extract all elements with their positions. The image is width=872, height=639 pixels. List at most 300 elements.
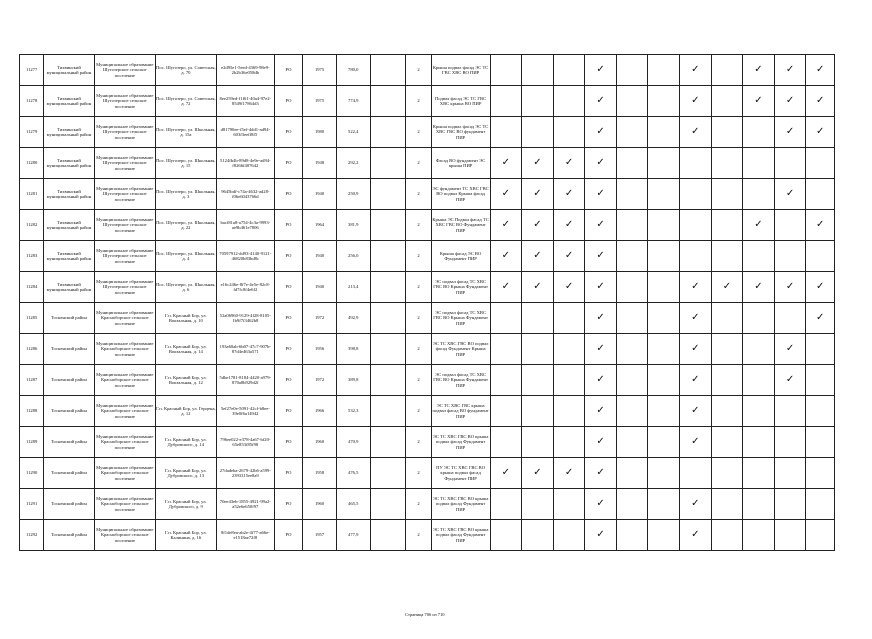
kind-cell: РО bbox=[274, 272, 302, 303]
kind-cell: РО bbox=[274, 489, 302, 520]
empty-check-cell bbox=[711, 303, 743, 334]
empty-check-cell bbox=[680, 458, 712, 489]
guid-cell: 5124fb4b-89d8-4e9e-ad94-f8266f407642 bbox=[216, 148, 274, 179]
year-cell: 1972 bbox=[303, 365, 337, 396]
empty-check-cell bbox=[648, 272, 680, 303]
guid-cell: 8f1de8ea-ab2e-4f77-a66e-e1518ae72f8 bbox=[216, 520, 274, 551]
empty-check-cell bbox=[711, 117, 743, 148]
empty-check-cell bbox=[648, 365, 680, 396]
area-cell: 470,9 bbox=[336, 427, 370, 458]
table-row bbox=[20, 334, 835, 365]
district-cell: Тихвинский муниципальный район bbox=[44, 241, 95, 272]
empty-check-cell bbox=[774, 520, 806, 551]
settlement-cell: Муниципальное образование Красноборское сельское поселение bbox=[94, 489, 155, 520]
empty-check-cell bbox=[616, 241, 648, 272]
empty-cell bbox=[370, 489, 406, 520]
kind-cell: РО bbox=[274, 396, 302, 427]
empty-check-cell bbox=[553, 396, 585, 427]
floors-cell: 2 bbox=[406, 272, 431, 303]
empty-check-cell bbox=[648, 148, 680, 179]
empty-check-cell bbox=[490, 520, 522, 551]
settlement-cell: Муниципальное образование Красноборское сельское поселение bbox=[94, 427, 155, 458]
floors-cell: 2 bbox=[406, 396, 431, 427]
district-cell: Тихвинский муниципальный район bbox=[44, 86, 95, 117]
empty-check-cell bbox=[490, 365, 522, 396]
table-row bbox=[20, 241, 835, 272]
checkmark-icon: ✓ bbox=[774, 272, 806, 303]
empty-check-cell bbox=[648, 210, 680, 241]
empty-cell bbox=[370, 396, 406, 427]
works-cell: Подвал фасад ЭС ТС ГВС ХВС крыша ВО ПИР bbox=[431, 86, 490, 117]
empty-check-cell bbox=[616, 334, 648, 365]
row-number: 11292 bbox=[20, 520, 44, 551]
checkmark-icon: ✓ bbox=[490, 148, 522, 179]
district-cell: Тихвинский муниципальный район bbox=[44, 117, 95, 148]
row-number: 11286 bbox=[20, 334, 44, 365]
empty-cell bbox=[370, 272, 406, 303]
kind-cell: РО bbox=[274, 334, 302, 365]
checkmark-icon: ✓ bbox=[490, 241, 522, 272]
empty-check-cell bbox=[774, 210, 806, 241]
checkmark-icon: ✓ bbox=[490, 179, 522, 210]
empty-check-cell bbox=[648, 179, 680, 210]
row-number: 11284 bbox=[20, 272, 44, 303]
empty-check-cell bbox=[490, 55, 522, 86]
district-cell: Тосненский район bbox=[44, 427, 95, 458]
district-cell: Тосненский район bbox=[44, 520, 95, 551]
checkmark-icon: ✓ bbox=[585, 55, 617, 86]
checkmark-icon: ✓ bbox=[553, 272, 585, 303]
settlement-cell: Муниципальное образование Шугозерское сельское поселение bbox=[94, 210, 155, 241]
area-cell: 477,9 bbox=[336, 520, 370, 551]
settlement-cell: Муниципальное образование Шугозерское сельское поселение bbox=[94, 117, 155, 148]
checkmark-icon: ✓ bbox=[806, 86, 835, 117]
year-cell: 1940 bbox=[303, 241, 337, 272]
settlement-cell: Муниципальное образование Красноборское сельское поселение bbox=[94, 458, 155, 489]
empty-check-cell bbox=[774, 427, 806, 458]
empty-check-cell bbox=[711, 365, 743, 396]
settlement-cell: Муниципальное образование Шугозерское сельское поселение bbox=[94, 272, 155, 303]
empty-check-cell bbox=[743, 148, 775, 179]
checkmark-icon: ✓ bbox=[522, 210, 554, 241]
year-cell: 1975 bbox=[303, 55, 337, 86]
table-row bbox=[20, 365, 835, 396]
empty-cell bbox=[370, 427, 406, 458]
checkmark-icon: ✓ bbox=[774, 55, 806, 86]
empty-check-cell bbox=[806, 396, 835, 427]
works-cell: ЭС подвал фасад ТС ХВС ГВС ВО Крыша Фундамент ПИР bbox=[431, 365, 490, 396]
guid-cell: e2d95e1-5eed-4369-98e9-2b2b36e058db bbox=[216, 55, 274, 86]
checkmark-icon: ✓ bbox=[553, 148, 585, 179]
checkmark-icon: ✓ bbox=[490, 458, 522, 489]
empty-check-cell bbox=[743, 489, 775, 520]
checkmark-icon: ✓ bbox=[585, 272, 617, 303]
checkmark-icon: ✓ bbox=[680, 55, 712, 86]
empty-check-cell bbox=[806, 520, 835, 551]
kind-cell: РО bbox=[274, 210, 302, 241]
address-cell: Пос. Шугозеро, ул. Школьная, д. 22 bbox=[155, 210, 216, 241]
guid-cell: d81790ee-f5ef-4dd1-ad94-603f3eeff8f5 bbox=[216, 117, 274, 148]
district-cell: Тихвинский муниципальный район bbox=[44, 210, 95, 241]
works-cell: ПУ ЭС ТС ХВС ГВС ВО крыша подвал фасад Фундамент ПИР bbox=[431, 458, 490, 489]
checkmark-icon: ✓ bbox=[680, 86, 712, 117]
floors-cell: 2 bbox=[406, 86, 431, 117]
empty-cell bbox=[370, 303, 406, 334]
works-cell: Фасад ВО фундамент ЭС крыша ПИР bbox=[431, 148, 490, 179]
empty-cell bbox=[370, 55, 406, 86]
floors-cell: 2 bbox=[406, 179, 431, 210]
floors-cell: 2 bbox=[406, 489, 431, 520]
empty-check-cell bbox=[648, 241, 680, 272]
empty-check-cell bbox=[743, 427, 775, 458]
checkmark-icon: ✓ bbox=[553, 241, 585, 272]
checkmark-icon: ✓ bbox=[585, 241, 617, 272]
empty-check-cell bbox=[648, 427, 680, 458]
empty-check-cell bbox=[616, 86, 648, 117]
empty-check-cell bbox=[490, 427, 522, 458]
checkmark-icon: ✓ bbox=[522, 241, 554, 272]
guid-cell: 27dadeba-2679-42b6-a599-2393315ee8a9 bbox=[216, 458, 274, 489]
empty-check-cell bbox=[743, 334, 775, 365]
empty-check-cell bbox=[743, 458, 775, 489]
checkmark-icon: ✓ bbox=[585, 148, 617, 179]
guid-cell: 70597912-dd93-4140-9121-46820b83bd8c bbox=[216, 241, 274, 272]
district-cell: Тосненский район bbox=[44, 396, 95, 427]
row-number: 11278 bbox=[20, 86, 44, 117]
year-cell: 1940 bbox=[303, 272, 337, 303]
settlement-cell: Муниципальное образование Красноборское сельское поселение bbox=[94, 365, 155, 396]
empty-check-cell bbox=[490, 303, 522, 334]
checkmark-icon: ✓ bbox=[585, 179, 617, 210]
empty-cell bbox=[370, 179, 406, 210]
empty-check-cell bbox=[806, 334, 835, 365]
empty-check-cell bbox=[648, 396, 680, 427]
address-cell: Г.п. Красный Бор, ул. Вокзальная, д. 14 bbox=[155, 334, 216, 365]
empty-check-cell bbox=[743, 241, 775, 272]
empty-check-cell bbox=[774, 303, 806, 334]
checkmark-icon: ✓ bbox=[680, 117, 712, 148]
checkmark-icon: ✓ bbox=[774, 179, 806, 210]
kind-cell: РО bbox=[274, 241, 302, 272]
checkmark-icon: ✓ bbox=[680, 303, 712, 334]
checkmark-icon: ✓ bbox=[585, 334, 617, 365]
checkmark-icon: ✓ bbox=[806, 272, 835, 303]
floors-cell: 2 bbox=[406, 427, 431, 458]
empty-check-cell bbox=[711, 210, 743, 241]
table-row bbox=[20, 396, 835, 427]
address-cell: Пос. Шугозеро, ул. Школьная, д. 15а bbox=[155, 117, 216, 148]
works-cell: ЭС ТС ХВС ГВС ВО крыша подвал фасад Фундамент ПИР bbox=[431, 520, 490, 551]
empty-check-cell bbox=[680, 148, 712, 179]
settlement-cell: Муниципальное образование Красноборское сельское поселение bbox=[94, 334, 155, 365]
empty-check-cell bbox=[648, 303, 680, 334]
empty-cell bbox=[370, 458, 406, 489]
empty-check-cell bbox=[616, 303, 648, 334]
empty-check-cell bbox=[553, 86, 585, 117]
settlement-cell: Муниципальное образование Красноборское сельское поселение bbox=[94, 303, 155, 334]
address-cell: Г.п. Красный Бор, ул. Дубровского, д. 9 bbox=[155, 489, 216, 520]
empty-check-cell bbox=[490, 489, 522, 520]
empty-check-cell bbox=[711, 427, 743, 458]
floors-cell: 2 bbox=[406, 241, 431, 272]
kind-cell: РО bbox=[274, 365, 302, 396]
address-cell: Пос. Шугозеро, ул. Школьная, д. 3 bbox=[155, 179, 216, 210]
address-cell: Г.п. Красный Бор, ул. Дубровского, д. 13 bbox=[155, 458, 216, 489]
guid-cell: 70ee43eb-1855-4921-99a2-a52e6e650f97 bbox=[216, 489, 274, 520]
empty-check-cell bbox=[553, 55, 585, 86]
empty-check-cell bbox=[806, 241, 835, 272]
empty-check-cell bbox=[490, 86, 522, 117]
works-cell: ЭС ТС ХВС ГВС крыша подвал фасад ВО фундамент ПИР bbox=[431, 396, 490, 427]
area-cell: 780,0 bbox=[336, 55, 370, 86]
row-number: 11280 bbox=[20, 148, 44, 179]
year-cell: 1948 bbox=[303, 148, 337, 179]
checkmark-icon: ✓ bbox=[806, 55, 835, 86]
checkmark-icon: ✓ bbox=[680, 365, 712, 396]
works-cell: ЭС подвал фасад ТС ХВС ГВС ВО Крыша Фундамент ПИР bbox=[431, 272, 490, 303]
checkmark-icon: ✓ bbox=[711, 272, 743, 303]
empty-check-cell bbox=[490, 117, 522, 148]
empty-check-cell bbox=[711, 148, 743, 179]
empty-check-cell bbox=[680, 179, 712, 210]
checkmark-icon: ✓ bbox=[743, 272, 775, 303]
empty-check-cell bbox=[522, 117, 554, 148]
empty-check-cell bbox=[522, 334, 554, 365]
checkmark-icon: ✓ bbox=[680, 396, 712, 427]
empty-check-cell bbox=[616, 272, 648, 303]
empty-check-cell bbox=[711, 489, 743, 520]
guid-cell: 8ee259ed-f1f61-40a4-97e2-8549f17864d3 bbox=[216, 86, 274, 117]
work-table bbox=[19, 54, 835, 551]
checkmark-icon: ✓ bbox=[585, 458, 617, 489]
works-cell: Крыша подвал фасад ЭС ТС ХВС ГВС ВО фундамент ПИР bbox=[431, 117, 490, 148]
row-number: 11283 bbox=[20, 241, 44, 272]
empty-check-cell bbox=[774, 458, 806, 489]
empty-check-cell bbox=[648, 86, 680, 117]
checkmark-icon: ✓ bbox=[680, 427, 712, 458]
empty-check-cell bbox=[648, 458, 680, 489]
empty-cell bbox=[370, 86, 406, 117]
empty-check-cell bbox=[616, 489, 648, 520]
checkmark-icon: ✓ bbox=[522, 458, 554, 489]
checkmark-icon: ✓ bbox=[774, 117, 806, 148]
table-row bbox=[20, 520, 835, 551]
empty-check-cell bbox=[648, 334, 680, 365]
row-number: 11288 bbox=[20, 396, 44, 427]
empty-check-cell bbox=[522, 396, 554, 427]
floors-cell: 2 bbox=[406, 334, 431, 365]
row-number: 11290 bbox=[20, 458, 44, 489]
address-cell: Пос. Шугозеро, ул. Школьная, д. 4 bbox=[155, 241, 216, 272]
empty-check-cell bbox=[711, 458, 743, 489]
guid-cell: e16c246e-8f7e-4e5e-82c8-fd7fc8f4e6f2 bbox=[216, 272, 274, 303]
empty-cell bbox=[370, 334, 406, 365]
address-cell: Г.п. Красный Бор, ул. Вокзальная, д. 12 bbox=[155, 365, 216, 396]
empty-check-cell bbox=[553, 117, 585, 148]
table-row bbox=[20, 148, 835, 179]
empty-check-cell bbox=[743, 117, 775, 148]
empty-check-cell bbox=[743, 303, 775, 334]
empty-check-cell bbox=[680, 241, 712, 272]
empty-check-cell bbox=[743, 179, 775, 210]
floors-cell: 2 bbox=[406, 303, 431, 334]
checkmark-icon: ✓ bbox=[490, 272, 522, 303]
checkmark-icon: ✓ bbox=[585, 86, 617, 117]
empty-check-cell bbox=[806, 148, 835, 179]
district-cell: Тихвинский муниципальный район bbox=[44, 272, 95, 303]
empty-cell bbox=[370, 117, 406, 148]
empty-check-cell bbox=[711, 86, 743, 117]
empty-check-cell bbox=[616, 520, 648, 551]
kind-cell: РО bbox=[274, 86, 302, 117]
row-number: 11282 bbox=[20, 210, 44, 241]
empty-check-cell bbox=[711, 334, 743, 365]
area-cell: 476,5 bbox=[336, 458, 370, 489]
checkmark-icon: ✓ bbox=[774, 334, 806, 365]
year-cell: 1960 bbox=[303, 489, 337, 520]
empty-check-cell bbox=[616, 458, 648, 489]
checkmark-icon: ✓ bbox=[585, 520, 617, 551]
empty-check-cell bbox=[553, 520, 585, 551]
row-number: 11287 bbox=[20, 365, 44, 396]
empty-check-cell bbox=[490, 334, 522, 365]
year-cell: 1956 bbox=[303, 334, 337, 365]
empty-check-cell bbox=[522, 303, 554, 334]
address-cell: Пос. Шугозеро, ул. Советская, д. 70 bbox=[155, 55, 216, 86]
area-cell: 532,3 bbox=[336, 396, 370, 427]
guid-cell: 5dbe1781-8184-4420-a979-870a8b929d2f bbox=[216, 365, 274, 396]
works-cell: ЭС подвал фасад ТС ХВС ГВС ВО Крыша Фундамент ПИР bbox=[431, 303, 490, 334]
empty-check-cell bbox=[648, 520, 680, 551]
area-cell: 256,0 bbox=[336, 241, 370, 272]
checkmark-icon: ✓ bbox=[522, 148, 554, 179]
empty-check-cell bbox=[806, 489, 835, 520]
empty-check-cell bbox=[648, 489, 680, 520]
kind-cell: РО bbox=[274, 179, 302, 210]
table-row bbox=[20, 86, 835, 117]
empty-check-cell bbox=[743, 520, 775, 551]
district-cell: Тосненский район bbox=[44, 458, 95, 489]
guid-cell: 52a06960-9129-4f28-8105-1b9f7f3462b8 bbox=[216, 303, 274, 334]
empty-check-cell bbox=[616, 427, 648, 458]
settlement-cell: Муниципальное образование Шугозерское сельское поселение bbox=[94, 179, 155, 210]
checkmark-icon: ✓ bbox=[680, 334, 712, 365]
checkmark-icon: ✓ bbox=[774, 86, 806, 117]
area-cell: 492,9 bbox=[336, 303, 370, 334]
kind-cell: РО bbox=[274, 458, 302, 489]
settlement-cell: Муниципальное образование Шугозерское сельское поселение bbox=[94, 241, 155, 272]
empty-cell bbox=[370, 148, 406, 179]
empty-check-cell bbox=[648, 55, 680, 86]
settlement-cell: Муниципальное образование Шугозерское сельское поселение bbox=[94, 55, 155, 86]
table-row bbox=[20, 303, 835, 334]
district-cell: Тихвинский муниципальный район bbox=[44, 148, 95, 179]
empty-check-cell bbox=[616, 117, 648, 148]
address-cell: Г.п. Красный Бор, ул. Вокзальная, д. 10 bbox=[155, 303, 216, 334]
district-cell: Тосненский район bbox=[44, 303, 95, 334]
settlement-cell: Муниципальное образование Шугозерское сельское поселение bbox=[94, 86, 155, 117]
checkmark-icon: ✓ bbox=[806, 117, 835, 148]
year-cell: 1940 bbox=[303, 179, 337, 210]
works-cell: ЭС фундамент ТС ХВС ГВС ВО подвал Крыша фасад ПИР bbox=[431, 179, 490, 210]
empty-check-cell bbox=[616, 179, 648, 210]
empty-check-cell bbox=[616, 396, 648, 427]
empty-check-cell bbox=[616, 210, 648, 241]
area-cell: 398,8 bbox=[336, 334, 370, 365]
settlement-cell: Муниципальное образование Красноборское сельское поселение bbox=[94, 520, 155, 551]
empty-check-cell bbox=[616, 365, 648, 396]
table-row bbox=[20, 55, 835, 86]
district-cell: Тосненский район bbox=[44, 334, 95, 365]
empty-check-cell bbox=[774, 241, 806, 272]
year-cell: 1957 bbox=[303, 520, 337, 551]
floors-cell: 2 bbox=[406, 117, 431, 148]
empty-check-cell bbox=[774, 148, 806, 179]
checkmark-icon: ✓ bbox=[585, 396, 617, 427]
floors-cell: 2 bbox=[406, 458, 431, 489]
area-cell: 250,9 bbox=[336, 179, 370, 210]
empty-check-cell bbox=[616, 148, 648, 179]
settlement-cell: Муниципальное образование Красноборское сельское поселение bbox=[94, 396, 155, 427]
kind-cell: РО bbox=[274, 427, 302, 458]
checkmark-icon: ✓ bbox=[806, 303, 835, 334]
works-cell: Крыша ЭС Подвал фасад ТС ХВС ГВС ВО Фундамент ПИР bbox=[431, 210, 490, 241]
row-number: 11285 bbox=[20, 303, 44, 334]
empty-check-cell bbox=[553, 427, 585, 458]
year-cell: 1980 bbox=[303, 117, 337, 148]
floors-cell: 2 bbox=[406, 55, 431, 86]
checkmark-icon: ✓ bbox=[553, 179, 585, 210]
address-cell: Г.п. Красный Бор, ул. Дубровского, д. 14 bbox=[155, 427, 216, 458]
guid-cell: bacf81a8-a754-4c3a-9993-ae9b461e7806 bbox=[216, 210, 274, 241]
page-footer: Страница 706 из 710 bbox=[405, 612, 445, 617]
empty-check-cell bbox=[680, 210, 712, 241]
checkmark-icon: ✓ bbox=[585, 427, 617, 458]
empty-check-cell bbox=[711, 396, 743, 427]
empty-check-cell bbox=[553, 489, 585, 520]
empty-check-cell bbox=[806, 179, 835, 210]
checkmark-icon: ✓ bbox=[743, 210, 775, 241]
checkmark-icon: ✓ bbox=[522, 179, 554, 210]
floors-cell: 2 bbox=[406, 148, 431, 179]
table-row bbox=[20, 210, 835, 241]
empty-cell bbox=[370, 365, 406, 396]
address-cell: Пос. Шугозеро, ул. Школьная, д. 6 bbox=[155, 272, 216, 303]
guid-cell: 5ef27e0e-5091-42cf-b8ee-39e0f6a14942 bbox=[216, 396, 274, 427]
table-row bbox=[20, 272, 835, 303]
row-number: 11281 bbox=[20, 179, 44, 210]
checkmark-icon: ✓ bbox=[743, 55, 775, 86]
empty-check-cell bbox=[711, 55, 743, 86]
empty-cell bbox=[370, 520, 406, 551]
works-cell: Крыша фасад ЭС ВО Фундамент ПИР bbox=[431, 241, 490, 272]
year-cell: 1972 bbox=[303, 303, 337, 334]
empty-check-cell bbox=[806, 427, 835, 458]
guid-cell: 9645bdf-c74a-4632-ad28-f06e6043766d bbox=[216, 179, 274, 210]
checkmark-icon: ✓ bbox=[680, 272, 712, 303]
kind-cell: РО bbox=[274, 520, 302, 551]
district-cell: Тихвинский муниципальный район bbox=[44, 55, 95, 86]
year-cell: 1964 bbox=[303, 210, 337, 241]
empty-check-cell bbox=[711, 520, 743, 551]
empty-check-cell bbox=[522, 86, 554, 117]
empty-check-cell bbox=[743, 396, 775, 427]
row-number: 11289 bbox=[20, 427, 44, 458]
empty-check-cell bbox=[553, 303, 585, 334]
empty-check-cell bbox=[522, 427, 554, 458]
address-cell: Пос. Шугозеро, ул. Советская, д. 72 bbox=[155, 86, 216, 117]
table-row bbox=[20, 458, 835, 489]
